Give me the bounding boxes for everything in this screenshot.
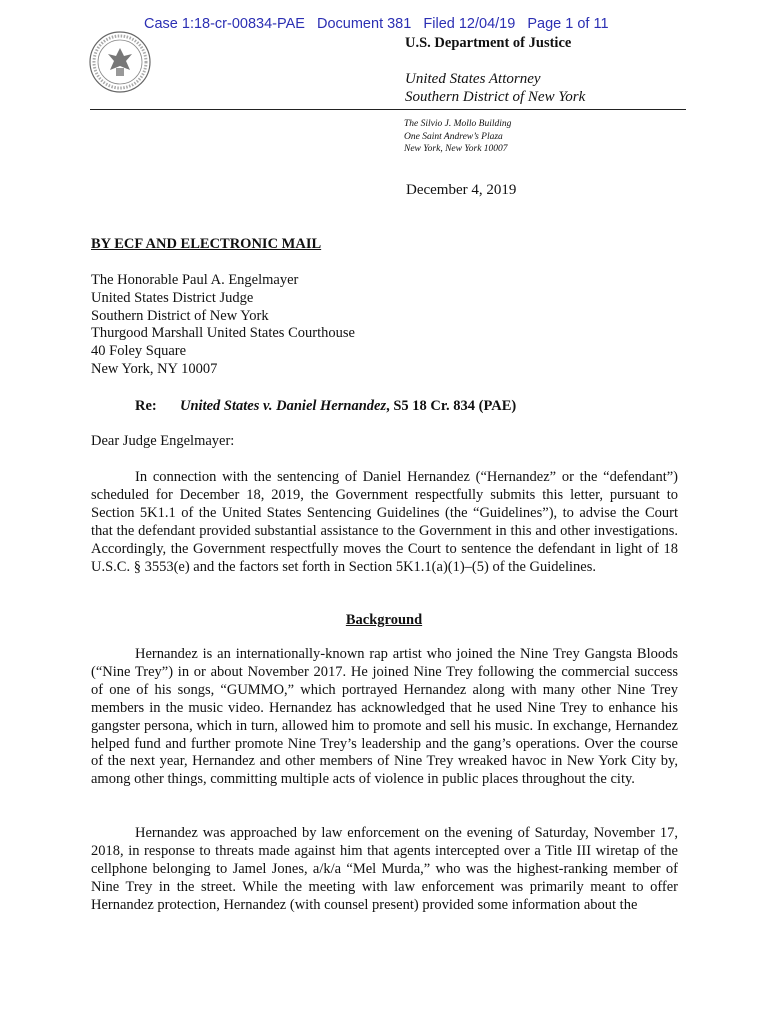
attorney-title: United States Attorney	[405, 71, 541, 87]
attorney-district: Southern District of New York	[405, 89, 586, 105]
address-line: The Silvio J. Mollo Building	[404, 119, 512, 129]
address-line: One Saint Andrew’s Plaza	[404, 131, 503, 142]
salutation: Dear Judge Engelmayer:	[91, 433, 235, 449]
addressee-line: Southern District of New York	[91, 307, 269, 324]
addressee-line: United States District Judge	[91, 289, 254, 306]
re-label: Re:	[135, 398, 157, 414]
letterhead-divider	[90, 109, 686, 110]
section-heading: Background	[345, 612, 423, 628]
delivery-method: BY ECF AND ELECTRONIC MAIL	[91, 236, 322, 252]
doj-seal-logo	[88, 30, 152, 94]
addressee-line: New York, NY 10007	[91, 360, 218, 377]
case-name: United States v. Daniel Hernandez	[180, 398, 387, 414]
letter-date: December 4, 2019	[406, 182, 517, 198]
re-line	[135, 398, 516, 415]
addressee-line: 40 Foley Square	[91, 343, 187, 360]
addressee-block	[91, 272, 355, 379]
attorney-office	[405, 70, 585, 106]
addressee-line: Thurgood Marshall United States Courthouse	[91, 325, 355, 342]
department-name: U.S. Department of Justice	[405, 35, 572, 51]
office-address	[404, 118, 511, 156]
body-paragraph: Hernandez was approached by law enforcement on the evening of Saturday, November 17, 2018, in response to threats made against him that agents intercepted over a Title III wiretap of the cellphone belonging to Jamel Jones, a/k/a “Mel Murda,” who was the highest-ranking member of Nine Trey in the street. While the meeting with law enforcement was primarily meant to offer Hernandez protection, Hernandez (with counsel present) provided some information about the	[91, 825, 678, 913]
case-filing-header: Case 1:18-cr-00834-PAE Document 381 Filed 12/04/19 Page 1 of 11	[144, 16, 609, 32]
body-paragraph: In connection with the sentencing of Daniel Hernandez (“Hernandez” or the “defendant”) scheduled for December 18, 2019, the Government respectfully submits this letter, pursuant to Section 5K1.1 of the United States Sentencing Guidelines (the “Guidelines”), to advise the Court that the defendant provided substantial assistance to the Government in this and other investigations. Accordingly, the Government respectfully moves the Court to sentence the defendant in light of 18 U.S.C. § 3553(e) and the factors set forth in Section 5K1.1(a)(1)–(5) of the Guidelines.	[91, 469, 678, 575]
addressee-line: The Honorable Paul A. Engelmayer	[91, 272, 299, 288]
address-line: New York, New York 10007	[404, 144, 508, 154]
case-number: , S5 18 Cr. 834 (PAE)	[386, 398, 517, 414]
body-paragraph: Hernandez is an internationally-known rap artist who joined the Nine Trey Gangsta Bloods (“Nine Trey”) in or about November 2017. He joined Nine Trey following the commercial success of one of his songs, “GUMMO,” which portrayed Hernandez along with many other Nine Trey members in the music video. Hernandez has acknowledged that he used Nine Trey to enhance his gangster persona, which in turn, allowed him to promote and sell his music. In exchange, Hernandez helped fund and further promote Nine Trey’s leadership and the gang’s operations. Over the course of the next year, Hernandez and other members of Nine Trey wreaked havoc in New York City by, among other things, committing multiple acts of violence in public places throughout the city.	[91, 646, 678, 788]
